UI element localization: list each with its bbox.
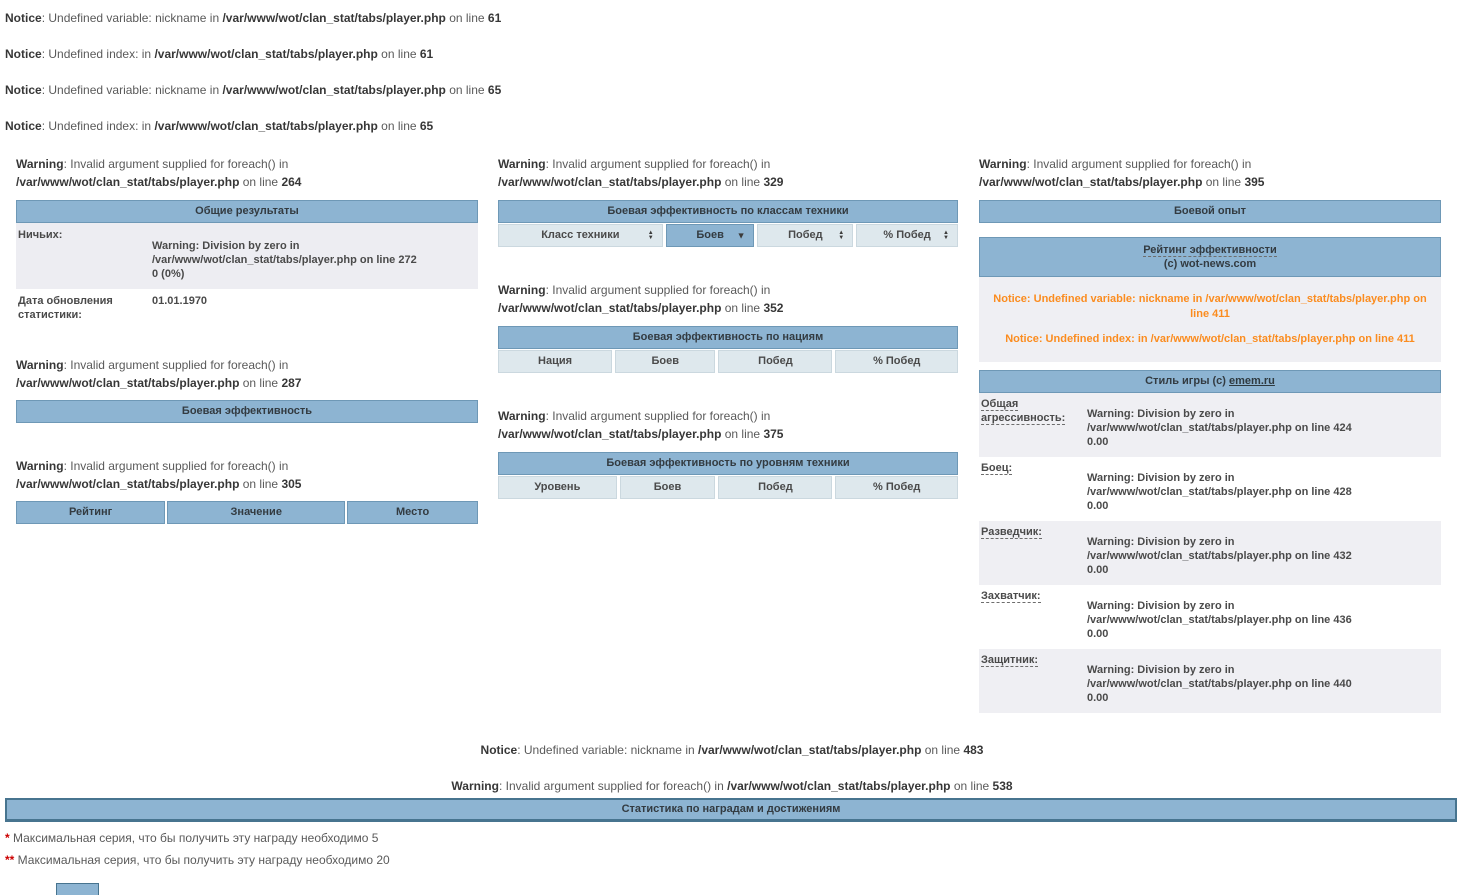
middle-column [498, 155, 958, 499]
line-number: 264 [281, 175, 302, 189]
sort-header-winrate[interactable] [856, 224, 958, 247]
section-title: Боевая эффективность по классам техники [607, 205, 849, 217]
on-line-text: on line [921, 743, 964, 757]
warning-label: Warning [498, 409, 546, 423]
column-label: Место [396, 506, 430, 518]
warning-text: : Invalid argument supplied for foreach() in [545, 157, 771, 171]
line-number: 352 [763, 301, 784, 315]
php-warning [498, 155, 958, 191]
footnotes [5, 831, 390, 875]
line-number: 287 [281, 376, 302, 390]
php-notice-orange: Notice: Undefined variable: nickname in /var/www/wot/clan_stat/tabs/player.php on line 411 [993, 293, 1427, 320]
sort-both-icon [648, 231, 654, 241]
row-value [1083, 393, 1441, 457]
php-notice [5, 83, 501, 98]
column-label: Боев [651, 355, 679, 367]
on-line-text: on line [239, 376, 282, 390]
class-efficiency-header [498, 200, 958, 223]
column-header-wins [718, 350, 832, 373]
file-path: /var/www/wot/clan_stat/tabs/player.php [154, 47, 378, 61]
notice-label: Notice [5, 83, 42, 97]
column-header-winrate [835, 350, 958, 373]
line-number: 329 [763, 175, 784, 189]
line-number: 375 [763, 427, 784, 441]
path-text: /var/www/wot/clan_stat/tabs/player.php [1087, 422, 1292, 434]
warning-label: Warning [16, 459, 64, 473]
file-path: /var/www/wot/clan_stat/tabs/player.php [498, 175, 722, 189]
column-label: Класс техники [541, 229, 620, 241]
column-header-winrate [835, 476, 958, 499]
footnote [5, 853, 390, 868]
play-style-header [979, 370, 1441, 393]
on-line-text: on line [1291, 422, 1334, 434]
sort-down-glyph: ▼ [838, 234, 845, 241]
sort-both-icon [943, 231, 949, 241]
path-text: /var/www/wot/clan_stat/tabs/player.php [1087, 486, 1292, 498]
line-number: 538 [992, 779, 1013, 793]
column-label: Побед [758, 355, 793, 367]
warning-text: : Invalid argument supplied for foreach() in [1026, 157, 1252, 171]
warning-text: : Invalid argument supplied for foreach() in [63, 157, 289, 171]
line-number: 61 [487, 11, 502, 25]
file-path: /var/www/wot/clan_stat/tabs/player.php [698, 743, 922, 757]
column-label: Уровень [534, 481, 581, 493]
notice-text: : Undefined variable: nickname in [41, 83, 223, 97]
php-warning [16, 457, 478, 493]
php-warning [16, 356, 478, 392]
php-notice [0, 743, 1464, 758]
column-label: Побед [758, 481, 793, 493]
row-label [979, 521, 1083, 585]
on-line-text: on line [377, 119, 420, 133]
row-value [1083, 521, 1441, 585]
column-header-level [498, 476, 617, 499]
asterisk-mark: ** [5, 853, 15, 867]
table-row [16, 289, 478, 326]
file-path: /var/www/wot/clan_stat/tabs/player.php [979, 175, 1203, 189]
general-results-header [16, 200, 478, 223]
divzero-warning: Warning: Division by zero in [1087, 408, 1235, 420]
column-label: Побед [788, 229, 823, 241]
column-header-nation [498, 350, 612, 373]
line-number: 65 [487, 83, 502, 97]
style-row [979, 521, 1441, 585]
cell-value: 0 (0%) [152, 268, 185, 280]
line-number: 65 [419, 119, 434, 133]
table-row [16, 223, 478, 289]
line-number: 483 [963, 743, 984, 757]
cell-value: 01.01.1970 [152, 295, 208, 307]
sort-up-glyph: ▲ [943, 229, 949, 236]
warning-text: : Invalid argument supplied for foreach() in [545, 283, 771, 297]
cell-value: 0.00 [1087, 628, 1109, 640]
column-label: Рейтинг [68, 506, 113, 518]
section-title: Статистика по наградам и достижениям [621, 803, 841, 815]
on-line-text: on line [721, 301, 764, 315]
file-path: /var/www/wot/clan_stat/tabs/player.php [16, 175, 240, 189]
on-line-text: on line [239, 477, 282, 491]
footnote [5, 831, 390, 846]
style-row [979, 649, 1441, 713]
row-value [1083, 585, 1441, 649]
rating-notices-box [979, 277, 1441, 362]
notice-label: Notice [5, 47, 42, 61]
cut-off-table-cell [56, 883, 99, 895]
on-line-text: on line [950, 779, 993, 793]
sort-both-icon [838, 231, 844, 241]
on-line-text: on line [1291, 678, 1334, 690]
column-header-place [347, 501, 478, 524]
on-line-text: on line [356, 254, 399, 266]
sort-down-glyph: ▼ [647, 234, 654, 241]
rating-table-header [16, 501, 478, 524]
style-tooltip-label[interactable]: Боец: [981, 462, 1013, 474]
sort-down-glyph: ▼ [736, 230, 746, 240]
php-notice [5, 47, 501, 62]
on-line-text: on line [1202, 175, 1245, 189]
section-title: Общие результаты [195, 205, 299, 217]
section-title: Боевая эффективность по уровням техники [606, 457, 850, 469]
battle-efficiency-header [16, 400, 478, 423]
style-row [979, 393, 1441, 457]
sort-header-battles[interactable] [666, 224, 755, 247]
cell-value: 0.00 [1087, 564, 1109, 576]
warning-text: : Invalid argument supplied for foreach() in [545, 409, 771, 423]
warning-label: Warning [498, 157, 546, 171]
notice-text: : Undefined variable: nickname in [517, 743, 698, 757]
file-path [1087, 550, 1352, 562]
style-row [979, 457, 1441, 521]
row-value [148, 289, 478, 326]
warning-label: Warning [16, 358, 64, 372]
sort-desc-icon [737, 231, 746, 240]
line-number: 432 [1333, 550, 1352, 562]
notice-text: : Undefined index: in [41, 119, 155, 133]
section-title: Боевая эффективность по нациям [632, 331, 824, 343]
file-path [1087, 422, 1352, 434]
file-path: /var/www/wot/clan_stat/tabs/player.php [222, 11, 446, 25]
file-path [1087, 614, 1352, 626]
awards-statistics-header [5, 798, 1457, 822]
divzero-warning: Warning: Division by zero in [1087, 472, 1235, 484]
row-label [979, 649, 1083, 713]
style-tooltip-label[interactable]: Разведчик: [981, 526, 1042, 538]
notice-label: Notice [5, 11, 42, 25]
cell-value: 0.00 [1087, 500, 1109, 512]
column-label: % Побед [883, 229, 931, 241]
sort-up-glyph: ▲ [838, 229, 845, 236]
column-header-rating [16, 501, 165, 524]
php-notice [5, 119, 501, 134]
row-label [979, 393, 1083, 457]
column-header-battles [615, 350, 715, 373]
line-number: 272 [398, 254, 417, 266]
column-header-battles [620, 476, 716, 499]
line-number: 305 [281, 477, 302, 491]
battle-xp-header [979, 200, 1441, 223]
php-warning [498, 281, 958, 317]
column-label: Боев [653, 481, 682, 493]
divzero-warning: Warning: Division by zero in [152, 240, 300, 252]
notice-label: Notice [480, 743, 518, 757]
on-line-text: on line [239, 175, 282, 189]
column-label: % Побед [873, 355, 921, 367]
on-line-text: on line [1291, 486, 1334, 498]
cell-value: 0.00 [1087, 436, 1109, 448]
path-text: /var/www/wot/clan_stat/tabs/player.php [1087, 678, 1292, 690]
asterisk-mark: * [5, 831, 10, 845]
top-notices [5, 11, 501, 134]
warning-label: Warning [979, 157, 1027, 171]
section-title: Боевая эффективность [181, 405, 313, 417]
sort-up-glyph: ▲ [647, 229, 654, 236]
on-line-text: on line [1291, 550, 1334, 562]
footnote-text: Максимальная серия, что бы получить эту награду необходимо 5 [9, 831, 379, 845]
efficiency-rating-header [979, 237, 1441, 277]
notice-text: : Undefined variable: nickname in [41, 11, 223, 25]
column-label: Нация [538, 355, 573, 367]
php-notice [5, 11, 501, 26]
rating-tooltip-label[interactable]: Рейтинг эффективности [1143, 244, 1277, 256]
line-number: 395 [1244, 175, 1265, 189]
on-line-text: on line [445, 83, 488, 97]
file-path: /var/www/wot/clan_stat/tabs/player.php [16, 376, 240, 390]
php-notice-orange: Notice: Undefined index: in /var/www/wot/clan_stat/tabs/player.php on line 411 [1005, 333, 1415, 345]
file-path [1087, 486, 1352, 498]
right-column [979, 155, 1441, 713]
row-label: Ничьих: [18, 229, 63, 241]
cell-value: 0.00 [1087, 692, 1109, 704]
rating-credit: (c) wot-news.com [1163, 258, 1257, 270]
warning-text: : Invalid argument supplied for foreach() in [63, 459, 289, 473]
divzero-warning: Warning: Division by zero in [1087, 536, 1235, 548]
file-path: /var/www/wot/clan_stat/tabs/player.php [727, 779, 951, 793]
php-warning [498, 407, 958, 443]
on-line-text: on line [721, 427, 764, 441]
file-path [1087, 678, 1352, 690]
class-table-header [498, 224, 958, 247]
warning-text: : Invalid argument supplied for foreach() in [63, 358, 289, 372]
path-text: /var/www/wot/clan_stat/tabs/player.php [1087, 614, 1292, 626]
column-label: Боев [696, 229, 724, 241]
php-warning [979, 155, 1441, 191]
row-value [148, 223, 478, 289]
path-text: /var/www/wot/clan_stat/tabs/player.php [1087, 550, 1292, 562]
left-column [16, 155, 478, 524]
file-path: /var/www/wot/clan_stat/tabs/player.php [222, 83, 446, 97]
php-warning [16, 155, 478, 191]
column-label: Значение [230, 506, 282, 518]
row-label [979, 457, 1083, 521]
notice-text: : Undefined index: in [41, 47, 155, 61]
style-tooltip-label[interactable]: Защитник: [981, 654, 1039, 666]
footnote-text: Максимальная серия, что бы получить эту награду необходимо 20 [14, 853, 390, 867]
sort-down-glyph: ▼ [943, 234, 949, 241]
file-path: /var/www/wot/clan_stat/tabs/player.php [16, 477, 240, 491]
path-text: /var/www/wot/clan_stat/tabs/player.php [152, 254, 357, 266]
column-header-value [167, 501, 345, 524]
divzero-warning: Warning: Division by zero in [1087, 600, 1235, 612]
line-number: 61 [419, 47, 434, 61]
warning-text: : Invalid argument supplied for foreach() in [498, 779, 728, 793]
line-number: 436 [1333, 614, 1352, 626]
notice-label: Notice [5, 119, 42, 133]
on-line-text: on line [721, 175, 764, 189]
emem-link[interactable]: emem.ru [1229, 375, 1275, 387]
line-number: 428 [1333, 486, 1352, 498]
sort-header-class[interactable] [498, 224, 663, 247]
level-table-header [498, 476, 958, 499]
divzero-warning: Warning: Division by zero in [1087, 664, 1235, 676]
line-number: 424 [1333, 422, 1352, 434]
file-path: /var/www/wot/clan_stat/tabs/player.php [498, 301, 722, 315]
on-line-text: on line [445, 11, 488, 25]
warning-label: Warning [498, 283, 546, 297]
warning-label: Warning [16, 157, 64, 171]
file-path: /var/www/wot/clan_stat/tabs/player.php [498, 427, 722, 441]
column-label: % Побед [873, 481, 921, 493]
style-tooltip-label[interactable]: Захватчик: [981, 590, 1041, 602]
file-path: /var/www/wot/clan_stat/tabs/player.php [154, 119, 378, 133]
section-title: Боевой опыт [1173, 205, 1247, 217]
row-label [979, 585, 1083, 649]
nation-efficiency-header [498, 326, 958, 349]
style-row [979, 585, 1441, 649]
php-warning [0, 779, 1464, 794]
warning-label: Warning [451, 779, 499, 793]
on-line-text: on line [1291, 614, 1334, 626]
style-tooltip-label[interactable]: Общая агрессивность: [981, 398, 1066, 424]
file-path [152, 254, 417, 266]
row-value [1083, 649, 1441, 713]
nation-table-header [498, 350, 958, 373]
line-number: 440 [1333, 678, 1352, 690]
column-header-wins [718, 476, 832, 499]
level-efficiency-header [498, 452, 958, 475]
row-label: Дата обновления статистики: [18, 295, 113, 321]
on-line-text: on line [377, 47, 420, 61]
row-value [1083, 457, 1441, 521]
section-title: Стиль игры (c) [1145, 375, 1230, 387]
sort-header-wins[interactable] [757, 224, 853, 247]
